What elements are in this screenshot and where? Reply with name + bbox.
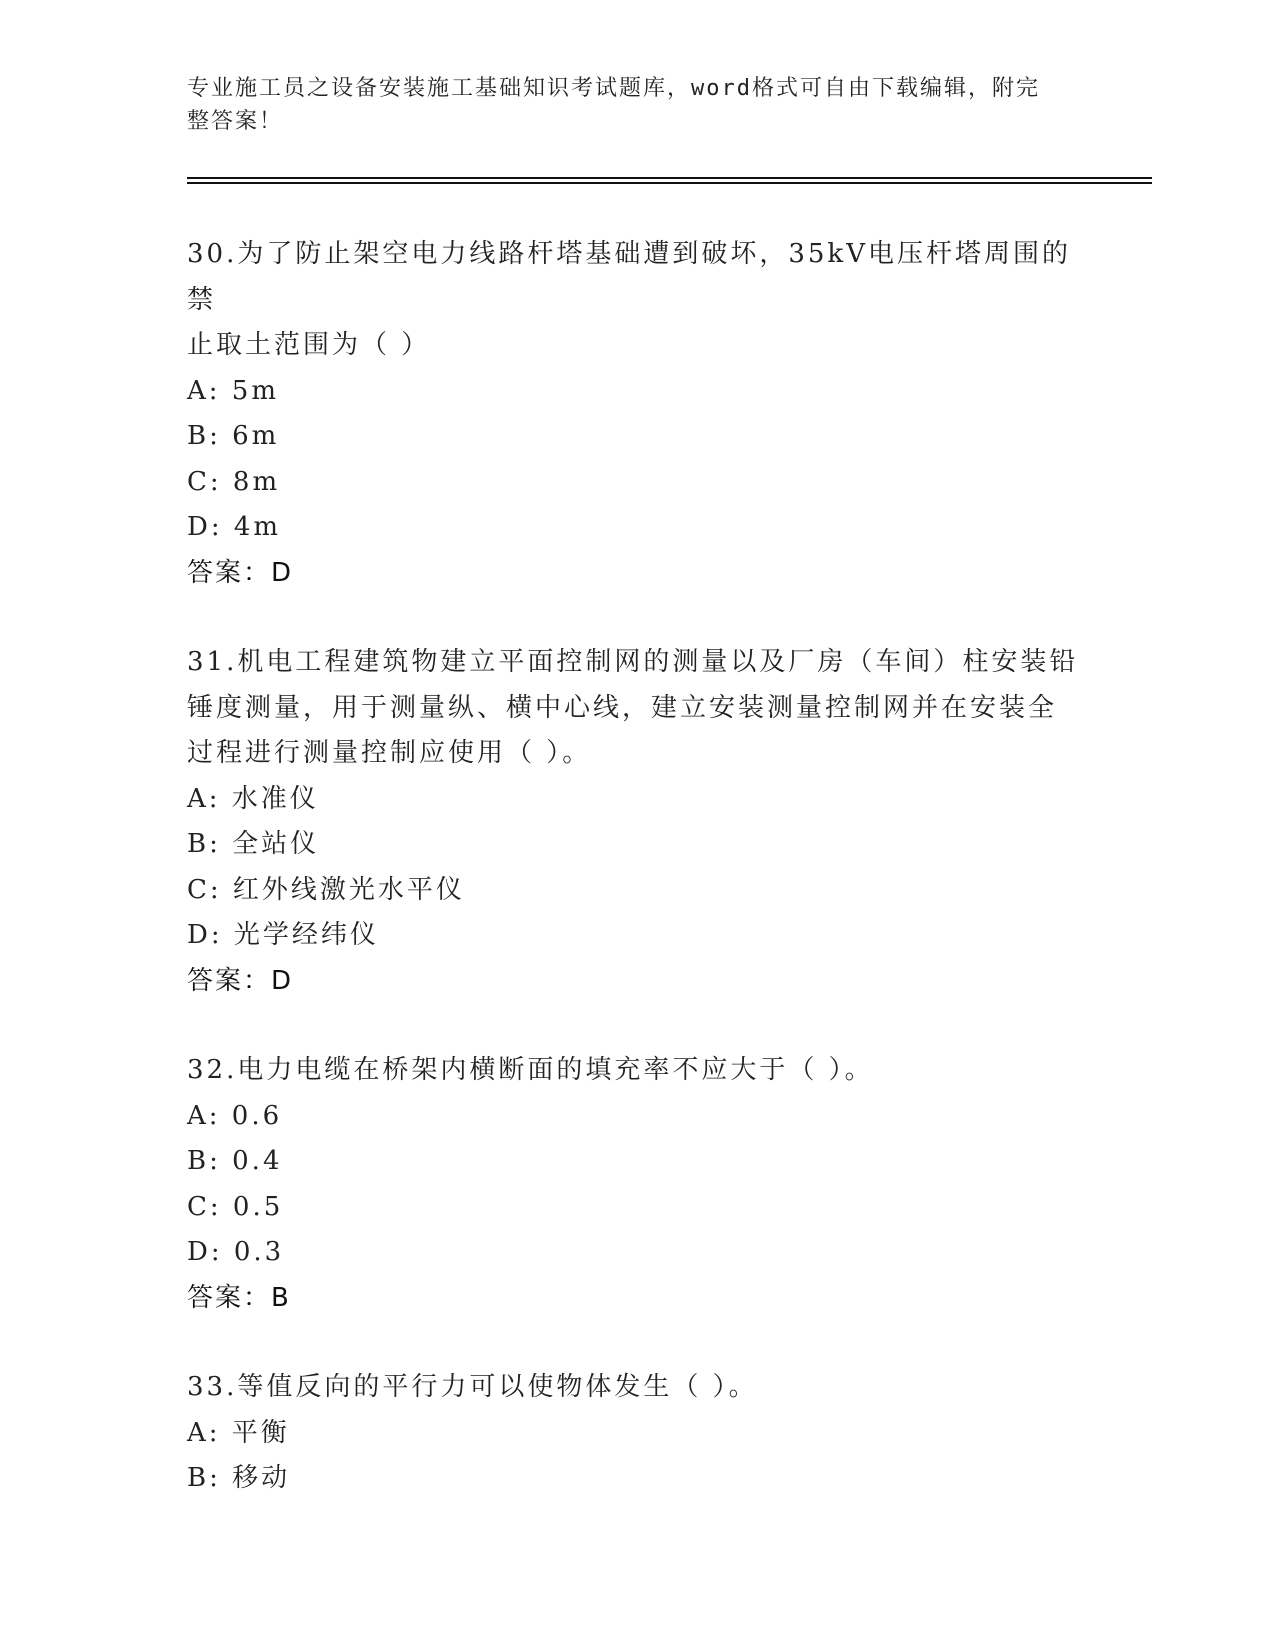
option-a: A: 0.6 — [187, 1100, 283, 1131]
header-divider-bottom — [187, 182, 1152, 184]
question-line: 止取土范围为（ ） — [187, 330, 431, 360]
answer: 答案：D — [187, 557, 294, 588]
question-32 — [187, 1048, 1087, 1321]
question-list — [187, 232, 1087, 1546]
option-b: B: 0.4 — [187, 1146, 283, 1176]
option-a: A: 5m — [187, 375, 279, 406]
question-text — [187, 1365, 1087, 1411]
option-c: C: 8m — [187, 466, 281, 497]
answer: 答案：D — [187, 965, 294, 996]
question-text — [187, 232, 1087, 369]
option-b: B: 全站仪 — [187, 829, 320, 859]
option-a: A: 平衡 — [187, 1417, 290, 1448]
question-line: 过程进行测量控制应使用（ ）。 — [187, 738, 592, 768]
option-c: C: 0.5 — [187, 1191, 284, 1222]
question-line: 32.电力电缆在桥架内横断面的填充率不应大于（ ）。 — [187, 1055, 874, 1085]
header-divider-top — [187, 177, 1152, 179]
option-d: D: 4m — [187, 512, 282, 542]
question-line: 33.等值反向的平行力可以使物体发生（ ）。 — [187, 1372, 758, 1402]
option-a: A: 水准仪 — [187, 783, 319, 814]
question-33 — [187, 1365, 1087, 1502]
question-line: 30.为了防止架空电力线路杆塔基础遭到破坏，35kV电压杆塔周围的禁 — [187, 239, 1071, 315]
question-text — [187, 640, 1087, 777]
header-line-2: 整答案！ — [187, 109, 284, 134]
option-d: D: 0.3 — [187, 1237, 285, 1267]
document-header — [187, 72, 1067, 138]
question-text — [187, 1048, 1087, 1094]
question-line: 锤度测量，用于测量纵、横中心线，建立安装测量控制网并在安装全 — [187, 692, 1058, 723]
option-b: B: 6m — [187, 421, 280, 451]
option-b: B: 移动 — [187, 1463, 291, 1493]
question-31 — [187, 640, 1087, 1004]
option-c: C: 红外线激光水平仪 — [187, 874, 465, 905]
question-30 — [187, 232, 1087, 596]
question-line: 31.机电工程建筑物建立平面控制网的测量以及厂房（车间）柱安装铅 — [187, 647, 1079, 677]
option-d: D: 光学经纬仪 — [187, 920, 379, 950]
header-line-1: 专业施工员之设备安装施工基础知识考试题库，word格式可自由下载编辑，附完 — [187, 76, 1040, 101]
answer: 答案：B — [187, 1282, 291, 1313]
